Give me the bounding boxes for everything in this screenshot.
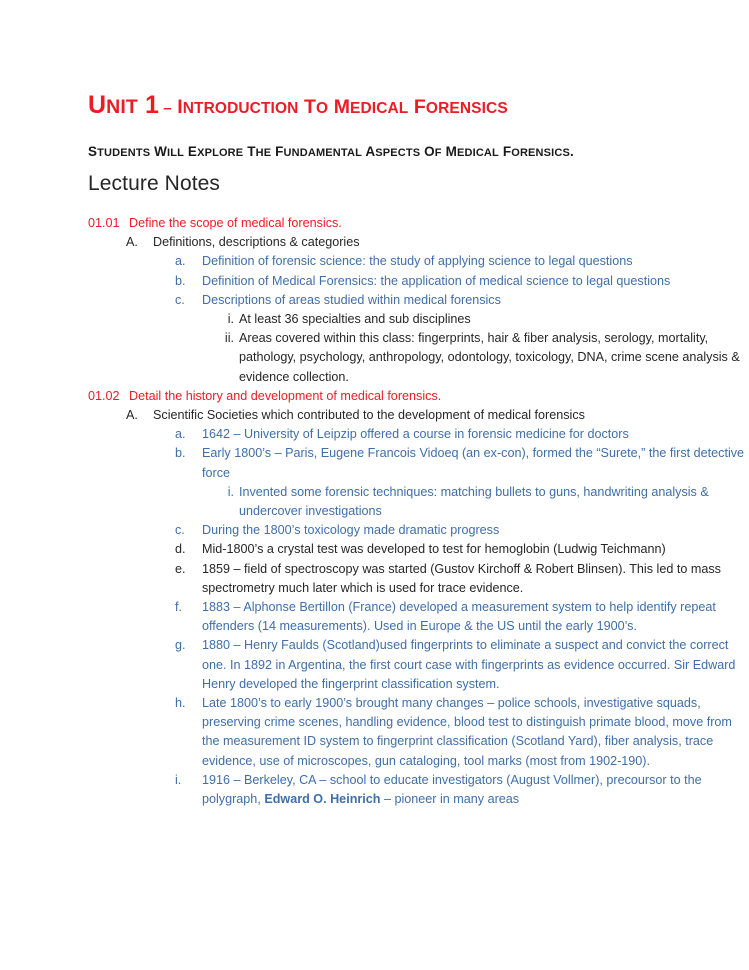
section-heading-lecture-notes: Lecture Notes xyxy=(88,172,221,195)
outline-item xyxy=(0,406,749,425)
page-title xyxy=(88,92,688,118)
outline-item-text: 1880 – Henry Faulds (Scotland)used fingerprints to eliminate a suspect and convict the correct one. In 1892 in Argentina, the first court case with fingerprints as evidence occurred. Sir Edward Henry developed the fingerprint classification system. xyxy=(202,638,736,691)
outline-item-text: 1859 – field of spectroscopy was started (Gustov Kirchoff & Robert Blinsen). This led to mass spectrometry much later which is used for trace evidence. xyxy=(202,561,721,595)
title-dash: – xyxy=(158,100,172,117)
outline-item-text: Definition of forensic science: the study of applying science to legal questions xyxy=(202,254,633,269)
title-unit-label: UNIT xyxy=(88,91,138,119)
outline-item-text: Definitions, descriptions & categories xyxy=(153,235,360,250)
outline-item-marker: i. xyxy=(227,484,234,499)
outline-item-marker: d. xyxy=(175,542,186,557)
outline-item xyxy=(0,387,749,406)
outline-item-text: Descriptions of areas studied within medical forensics xyxy=(202,292,501,307)
outline-item xyxy=(0,214,749,233)
outline-item xyxy=(0,521,749,540)
outline-item-marker: f. xyxy=(175,600,182,615)
title-subject: INTRODUCTION TO MEDICAL FORENSICS xyxy=(177,96,508,118)
outline-item xyxy=(0,771,749,809)
outline-item-marker: 01.01 xyxy=(88,216,120,230)
outline-item-text: During the 1800’s toxicology made dramatic progress xyxy=(202,523,500,538)
outline-list xyxy=(0,214,749,809)
outline-item-marker: 01.02 xyxy=(88,388,120,403)
outline-item xyxy=(0,425,749,444)
outline-item-marker: g. xyxy=(175,638,186,653)
outline-item-marker: a. xyxy=(175,254,186,269)
outline-item xyxy=(0,291,749,310)
outline-item xyxy=(0,233,749,252)
outline-item-text: Areas covered within this class: fingerprints, hair & fiber analysis, serology, mortality, pathology, psychology, anthropology, odontology, toxicology, DNA, crime scene analysis & evidence collection. xyxy=(239,331,740,384)
outline-item xyxy=(0,329,749,387)
outline-item xyxy=(0,483,749,521)
outline-item-marker: e. xyxy=(175,561,186,576)
outline-item-text: Detail the history and development of medical forensics. xyxy=(129,388,442,403)
outline-item-marker: ii. xyxy=(224,331,234,346)
title-unit-number: 1 xyxy=(144,91,159,119)
outline-item-text: Late 1800’s to early 1900’s brought many changes – police schools, investigative squads, preserving crime scenes, handling evidence, blood test to distinguish primate blood, move from the measurement ID system to fingerprint classification (Scotland Yard), fiber analysis, trace evidence, use of microscopes, gun cataloging, tool marks (most from 1902-190). xyxy=(202,696,732,768)
outline-item-text: At least 36 specialties and sub disciplines xyxy=(239,312,471,327)
emphasized-name: Edward O. Heinrich xyxy=(264,792,381,807)
outline-item-text: 1883 – Alphonse Bertillon (France) developed a measurement system to help identify repeat offenders (14 measurements). Used in Europe & the US until the early 1900’s. xyxy=(202,600,716,634)
outline-item xyxy=(0,310,749,329)
outline-item-marker: i. xyxy=(227,312,234,327)
outline-item-marker: b. xyxy=(175,273,186,288)
outline-item-text: Invented some forensic techniques: matching bullets to guns, handwriting analysis & undercover investigations xyxy=(239,484,709,519)
outline-item-marker: a. xyxy=(175,427,186,442)
outline-item-marker: A. xyxy=(126,235,138,250)
outline-item-marker: i. xyxy=(175,772,182,787)
outline-item-text: Mid-1800’s a crystal test was developed to test for hemoglobin (Ludwig Teichmann) xyxy=(202,542,666,557)
outline-item-marker: b. xyxy=(175,446,186,461)
outline-item-marker: A. xyxy=(126,408,138,423)
outline-item-text: Define the scope of medical forensics. xyxy=(129,216,342,230)
outline-item-text: Scientific Societies which contributed to the development of medical forensics xyxy=(153,408,585,423)
outline-item-marker: c. xyxy=(175,523,185,538)
outline-item xyxy=(0,540,749,559)
outline-item-marker: h. xyxy=(175,696,186,711)
document-subtitle: STUDENTS WILL EXPLORE THE FUNDAMENTAL ASPECTS OF MEDICAL FORENSICS. xyxy=(88,144,574,159)
outline-item-text: 1642 – University of Leipzip offered a course in forensic medicine for doctors xyxy=(202,427,629,442)
outline-item xyxy=(0,252,749,271)
outline-item xyxy=(0,694,749,771)
outline-item xyxy=(0,636,749,694)
outline-item xyxy=(0,444,749,482)
outline-item-marker: c. xyxy=(175,292,185,307)
title-block xyxy=(88,92,688,118)
outline-item-text: Definition of Medical Forensics: the application of medical science to legal questions xyxy=(202,273,671,288)
outline-item xyxy=(0,560,749,598)
outline-item-text: 1916 – Berkeley, CA – school to educate investigators (August Vollmer), precoursor to the polygraph, Edward O. Heinrich – pioneer in many areas xyxy=(202,772,702,807)
outline-item xyxy=(0,598,749,636)
outline-item-text: Early 1800’s – Paris, Eugene Francois Vidoeq (an ex-con), formed the “Surete,” the first detective force xyxy=(202,446,745,480)
outline-item xyxy=(0,272,749,291)
